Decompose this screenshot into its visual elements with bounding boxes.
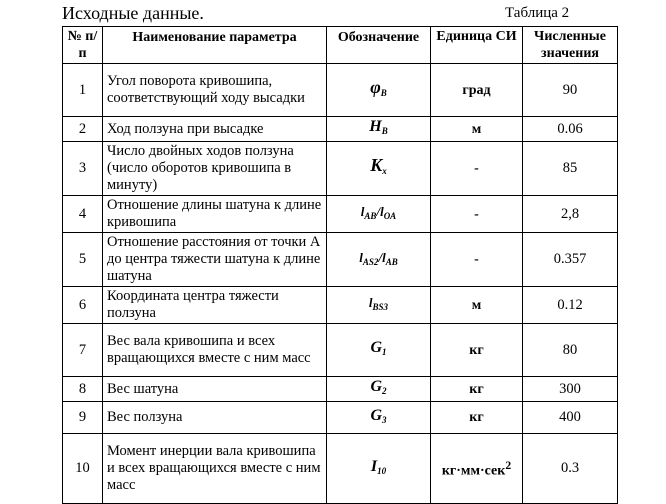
row-unit: кг — [431, 402, 523, 434]
row-name: Координата центра тяжести ползуна — [103, 287, 327, 324]
row-symbol — [327, 324, 431, 377]
symbol-a-sub: AB — [364, 211, 377, 221]
row-name: Вес вала кривошипа и всех вращающихся вместе с ним масс — [103, 324, 327, 377]
row-name: Отношение расстояния от точки А до центра тяжести шатуна к длине шатуна — [103, 233, 327, 287]
row-symbol — [327, 287, 431, 324]
symbol-main: G — [370, 339, 383, 356]
row-num: 1 — [63, 64, 103, 117]
symbol-a: l — [360, 204, 365, 219]
row-num: 4 — [63, 196, 103, 233]
row-unit: - — [431, 196, 523, 233]
row-name: Ход ползуна при высадке — [103, 117, 327, 142]
symbol-sub: В — [381, 126, 388, 136]
table-row — [63, 324, 618, 377]
row-symbol — [327, 434, 431, 504]
row-unit: кг — [431, 324, 523, 377]
row-name: Число двойных ходов ползуна (число оборотов кривошипа в минуту) — [103, 142, 327, 196]
row-value: 2,8 — [523, 196, 618, 233]
header-num: № п/п — [63, 27, 103, 64]
unit-text: кг·мм·сек — [441, 463, 506, 479]
table-row — [63, 117, 618, 142]
row-value: 0.3 — [523, 434, 618, 504]
row-name: Угол поворота кривошипа, соответствующий ходу высадки — [103, 64, 327, 117]
row-num: 2 — [63, 117, 103, 142]
symbol-main: K — [370, 155, 383, 175]
unit-exponent: 2 — [505, 459, 512, 473]
table-row — [63, 402, 618, 434]
symbol-main: l — [368, 295, 373, 310]
row-value: 80 — [523, 324, 618, 377]
row-num: 8 — [63, 377, 103, 402]
symbol-a: l — [359, 249, 363, 265]
symbol-sub: BS3 — [372, 302, 389, 312]
symbol-separator: / — [376, 204, 381, 219]
table-row — [63, 196, 618, 233]
row-num: 6 — [63, 287, 103, 324]
symbol-main: G — [370, 406, 383, 424]
row-unit: м — [431, 117, 523, 142]
row-unit: - — [431, 233, 523, 287]
table-row — [63, 434, 618, 504]
row-symbol — [327, 196, 431, 233]
row-symbol — [327, 64, 431, 117]
header-value: Численные значения — [523, 27, 618, 64]
row-unit: град — [431, 64, 523, 117]
symbol-b-sub: AB — [385, 256, 398, 267]
symbol-sub: 3 — [382, 414, 387, 425]
row-unit: - — [431, 142, 523, 196]
row-value: 0.357 — [523, 233, 618, 287]
header-unit: Единица СИ — [431, 27, 523, 64]
row-value: 0.12 — [523, 287, 618, 324]
header-name: Наименование параметра — [103, 27, 327, 64]
table-row — [63, 287, 618, 324]
symbol-b: l — [380, 204, 384, 219]
row-num: 10 — [63, 434, 103, 504]
row-name: Момент инерции вала кривошипа и всех вращающихся вместе с ним масс — [103, 434, 327, 504]
row-value: 0.06 — [523, 117, 618, 142]
symbol-a-sub: AS2 — [362, 256, 379, 267]
table-row — [63, 64, 618, 117]
row-symbol — [327, 377, 431, 402]
table-header-row — [63, 27, 618, 64]
row-symbol — [327, 233, 431, 287]
table-row — [63, 142, 618, 196]
row-value: 300 — [523, 377, 618, 402]
parameters-table — [62, 26, 618, 504]
symbol-sub: 10 — [377, 465, 387, 476]
row-unit: кг — [431, 377, 523, 402]
row-unit — [431, 434, 523, 504]
row-num: 5 — [63, 233, 103, 287]
row-name: Отношение длины шатуна к длине кривошипа — [103, 196, 327, 233]
symbol-main: φ — [370, 76, 381, 97]
row-value: 85 — [523, 142, 618, 196]
row-unit: м — [431, 287, 523, 324]
symbol-sub: 2 — [382, 386, 387, 396]
row-symbol — [327, 402, 431, 434]
document-heading: Исходные данные. — [62, 3, 204, 23]
row-symbol — [327, 117, 431, 142]
table-row — [63, 233, 618, 287]
row-num: 7 — [63, 324, 103, 377]
symbol-b: l — [382, 249, 386, 265]
row-name: Вес ползуна — [103, 402, 327, 434]
symbol-sub: В — [380, 87, 387, 98]
symbol-main: H — [369, 118, 382, 135]
row-symbol — [327, 142, 431, 196]
row-value: 90 — [523, 64, 618, 117]
row-name: Вес шатуна — [103, 377, 327, 402]
symbol-separator: / — [378, 249, 383, 265]
symbol-b-sub: OA — [383, 211, 397, 221]
row-num: 3 — [63, 142, 103, 196]
symbol-main: I — [370, 457, 378, 475]
symbol-main: G — [370, 378, 383, 395]
table-row — [63, 377, 618, 402]
symbol-sub: x — [382, 166, 387, 176]
header-symbol: Обозначение — [327, 27, 431, 64]
row-num: 9 — [63, 402, 103, 434]
symbol-sub: 1 — [382, 347, 387, 357]
row-value: 400 — [523, 402, 618, 434]
table-label: Таблица 2 — [505, 5, 570, 21]
